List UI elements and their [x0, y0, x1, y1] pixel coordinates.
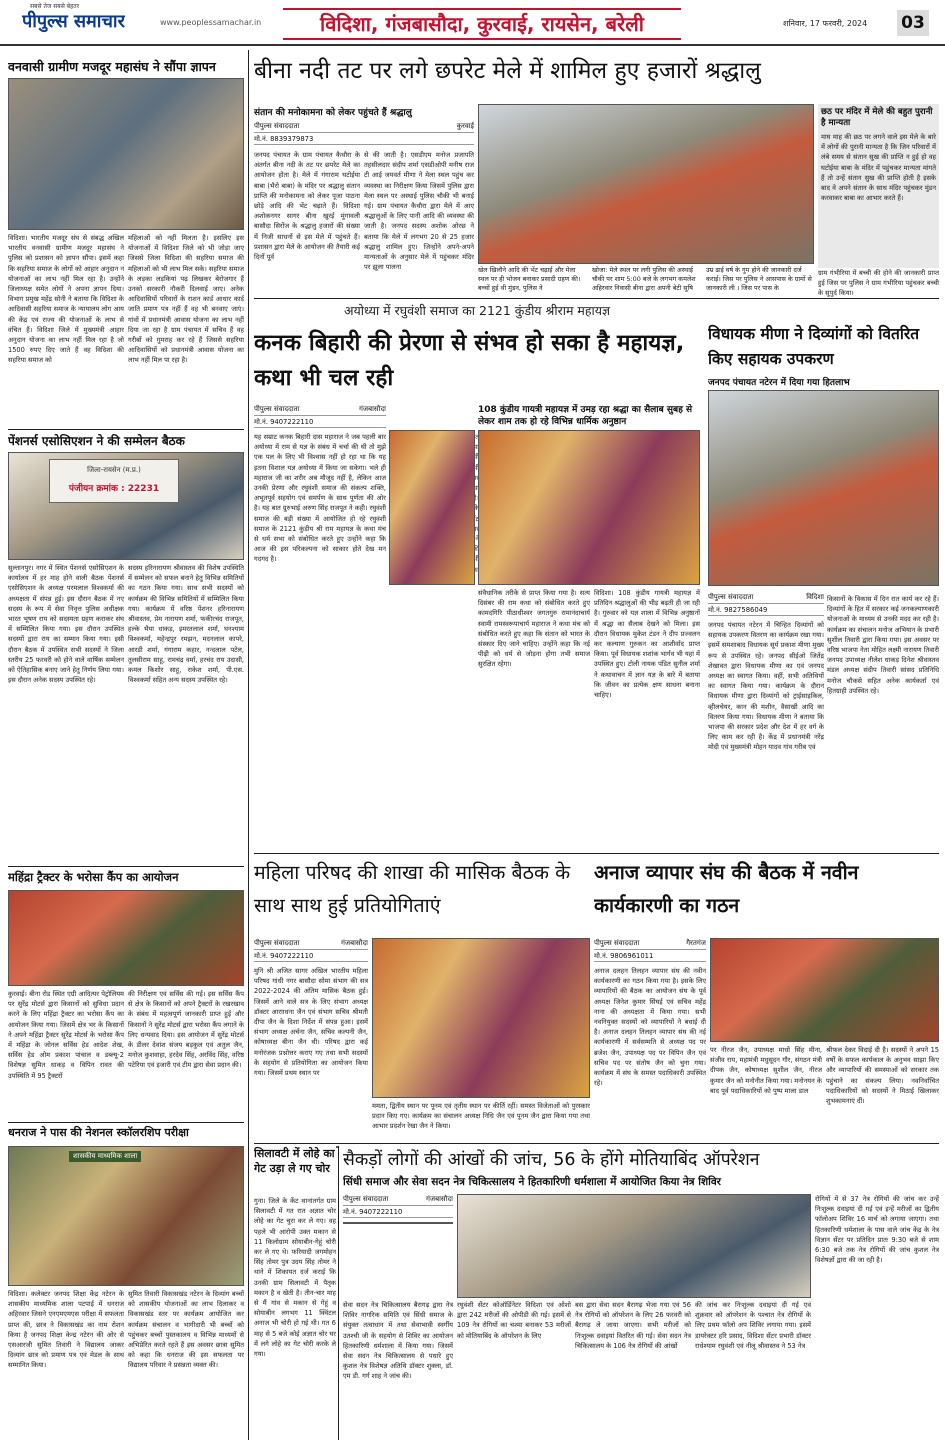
- story-scholarship-headline: धनराज ने पास की नेशनल स्कॉलरशिप परीक्षा: [8, 1126, 189, 1139]
- anaj-photo: [710, 938, 939, 1042]
- story-mahindra-headline: महिंद्रा ट्रैक्टर के भरोसा कैंप का आयोजन: [8, 870, 179, 884]
- mobile: मो.नं. 9407222110: [254, 951, 368, 962]
- vidhayak-photo: [708, 390, 939, 586]
- place: गंजबासौदा: [340, 939, 368, 947]
- column-rule: [248, 50, 249, 1440]
- reporter: पीपुल्स संवाददाता: [254, 122, 300, 130]
- place: गंजबासौदा: [358, 405, 386, 413]
- mobile: मो.नं. 9407222110: [254, 417, 386, 428]
- story-scholarship-col1: विदिशा। कलेक्टर जनपद शिक्षा केंद्र नटेरन के शासकीय माध्यमिक शाला पटपाई में धनराज अहिरवार जिसने एनएमएमएस परीक्षा में सफलता प्राप्त की, छात्र ने विकासखंड का नाम रोशन किया है जनपद शिक्षा केन्द्र नटेरन की ओर से एसआरजी सुमित तिवारी ने विद्यालय जाकर दिव्यांग छात्र को प्रमाण पत्र एवं मेडल के साथ सम्मानित किया।: [8, 1290, 124, 1370]
- story-pensioners-col1: सुल्तानपुर। नगर में स्थित पेंशनर्स एसोसिएशन के कार्यालय में हर माह होने वाली बैठक पेंशनर्स एसोसिएशन के अध्यक्ष परमलाल विश्वकर्मा की अध्यक्षता में संपन्न हुई। इस दौरान बैठक में नए सदस्य के रूप में सेवा निवृत्त पुलिस अधीक्षक भारत भूषण राय को सदस्यता ग्रहण कराकर संघ में सम्मिलित किया गया। इस दौरान उपस्थित सदस्यों द्वारा राय का सम्मान किया गया। इसी दौरान बैठक में उपस्थित सभी सदस्यों ने जिला स्तरीय 25 फरवरी को होने वाले वार्षिक सम्मेलन को ऐतिहासिक बनाए जाने हेतु निर्णय लिया गया। इस दौरान अनेक सदस्य उपस्थित रहे।: [8, 564, 124, 685]
- story-vanvasi-col1: विदिशा। भारतीय मजदूर संघ से संबद्ध अखिल भारतीय वनवासी ग्रामीण मजदूर महासंघ ने पुलिस को प्रशासन को ज्ञापन सौंपा। इसमें कहा कि सहरिया समाज के लोगों को आहार अनुदान न योजनाओं का लाभ नहीं मिल रहा है। उन्होंने जिलाध्यक्ष समेत लोगों ने अपना ज्ञापन दिया। विभाग प्रमुख महेंद्र सोनी ने बताया कि विदिशा के आदिवासी सहरिया समाज के न्यायालय लोग आय की केंद्र एवं राज्य की योजनाओं के लाभ से वंचित हैं। विदिशा जिले में मुख्यमंत्री आहार अनुदान योजना का लाभ नहीं मिल रहा है जो 1500 रुपए दिए जाते हैं वह विदिशा की सहरिया समाज को: [8, 234, 124, 365]
- yagya-col1: यह सम्राट कनक बिहारी दास महाराज ने जब पहली बार अयोध्या में राम से यज्ञ के संबंध में चर्चा की थी तो मुझे एक पल के लिए भी विश्वास नहीं हो रहा था कि यह इतना विशाल यज्ञ अयोध्या में किया जा सकेगा। भले ही महाराज जी का शरीर अब मौजूद नहीं है, लेकिन आज उनकी प्रेरणा और रघुवंशी समाज की संकल्प शक्ति, अभूतपूर्व सहयोग एवं समर्पण के साथ पूर्णता की ओर है। यह बात ग्रुरुभाई अरुण सिंह राजपूत ने कही। रघुवंशी समाज की बड़ी संख्या में आयोजित हो रहे रघुवंशी समाज के 2121 कुंडीय श्री राम महायज्ञ के कथा मंच से धर्म सभा को संबोधित करते हुए उन्होंने कहा कि आज की इस परिकल्पना को साकार होते देख मन गदगद है।: [254, 433, 386, 564]
- vidhayak-col1: जनपद पंचायत नटेरन में चिन्हित दिव्यांगों को सहायक उपकरण वितरण का कार्यक्रम रखा गया। इसमें समशाबाद विधायक सूर्य प्रकाश मीणा मुख्य रूप से उपस्थित रहे। जनपद सीईओ जितेंद्र शेखावत द्वारा विधायक मीणा का एवं जनपद अध्यक्ष का स्वागत किया। वहीं, सभी अतिथियों का स्वागत किया गया। कार्यक्रम के दौरान विधायक मीणा द्वारा दिव्यांगों को ट्राईसाइकिल, व्हीलचेयर, कान की मशीन, वैसाखी आदि का वितरण किया गया। विधायक मीणा ने बताया कि भाजपा की सरकार प्रदेश और देश में हर वर्ग के लिए काम कर रही है। केंद्र में प्रधानमंत्री नरेंद्र मोदी एवं मुख्यमंत्री मोहन यादव गांव गरीब एवं: [708, 621, 824, 752]
- lead-photo-caption3: उम्र ढाई वर्ष के गुम होने की जानकारी दर्ज कराई। जिस पर पुलिस ने आसपास के ग्रामों से जानकारी ली । जिस पर पास के: [706, 266, 812, 292]
- region-banner: [283, 8, 681, 40]
- lead-photo-caption1: खेल खिलौने आदि की भेंट चढ़ाई और मेला स्थल पर ही भोजन बनाकर प्रसादी ग्रहण की। बच्चों हुई थी मुंडन, पुलिस ने: [478, 266, 581, 292]
- anaj-col3: श्रीफल देकर विदाई दी है। सदस्यों ने अपने 15 वर्षों के सफल कार्यकाल के अनुभव साझा किए और व्यापारियों की समस्याओं को सरकार तक पहुंचाने का संकल्प लिया। नवनिर्वाचित पदाधिकारियों को सदस्यों ने मिठाई खिलाकर शुभकामनाएं दीं।: [826, 1046, 939, 1106]
- aankh-col2: रघुवंशी सेंटर कोऑर्डिनेटर विदिशा एवं ओशो द्वारा 242 मरीजों की ओपीडी की गई। इसमें से 109 नेत्र रोगियों का चश्मा बनाकर 53 मरीजों को मोतियाबिंद के ऑपरेशन के लिए: [457, 1301, 571, 1340]
- divider: [8, 429, 244, 430]
- reporter: पीपुल्स संवाददाता: [254, 939, 300, 947]
- yagya-kicker: अयोध्या में रघुवंशी समाज का 2121 कुंडीय श्रीराम महायज्ञ: [343, 303, 611, 318]
- yagya-photo-head: 108 कुंडीय गायत्री महायज्ञ में उमड़ रहा श्रद्धा का सैलाब सुबह से लेकर शाम तक हो रहे विभिन्न धार्मिक अनुष्ठान: [478, 405, 693, 427]
- story-pensioners-col2: सदस्य हरिनारायण श्रीवास्तव की विशेष उपस्थिति में सम्मेलन को सफल बनाने हेतु विभिन्न समितियों का गठन किया गया। साथ सभी सदस्यों को कार्यक्रम की विभिन्न समितियों में सम्मिलित किया गया। कार्यक्रम में वरिष्ठ पेंशनर हरिनारायण श्रीवास्तव, प्रेम नारायण शर्मा, फकीरचंद राजपूत, हल्के भैया धाकड़, इमरतलाल शर्मा, घनश्याम विश्वकर्मा, महेन्द्रपुर रमझन, मदनलाल कापरे, आरडी शर्मा, गंगाराम कहार, नन्दलाल पटेल, तुलसीराम साहू, रामचंद्र वर्मा, हरचंद राय उदासी, कमल किशोर साहू, राकेश शर्मा, पी.एस. विश्वकर्मा सहित अन्य सदस्य उपस्थित रहे।: [128, 564, 244, 685]
- aankh-col3: बस द्वारा सेवा सदन बैरागढ़ भेजा गया एवं 56 नेत्र रोगियों को ऑपरेशन के लिए 26 फरवरी को बैरागढ़ ले जाया जाएगा। सभी मरीजों को निःशुल्क दवाइयां वितरित की गई। सेवा सदन नेत्र चिकित्सालय के 106 नेत्र रोगियों की आंखों: [575, 1301, 691, 1350]
- date: शनिवार, 17 फरवरी, 2024: [783, 19, 868, 28]
- story-vanvasi-photo: [8, 78, 244, 230]
- yagya-col4: विदिशा। 108 कुंडीय गायत्री महायज्ञ में प्रतिदिन श्रद्धालुओं की भीड़ बढ़ती ही जा रही है। गुरुवार को यज्ञ शाला में विभिन्न अनुष्ठानों में श्रद्धा का सैलाब देखने को मिला। इस दौरान विधायक मुकेश टंडन ने दीप प्रज्वलन कर कल्याण गुरुकन का आशीर्वाद प्राप्त किया। पूर्व विधायक शशांक भार्गव भी यहां में उपस्थित हुए। टोली नायक पंडित सुनील शर्मा ने कथावाचन में ज्ञान यज्ञ के बारे में बताया कि जीवन का प्रत्येक क्षण साधना बनाना चाहिए।: [594, 589, 700, 700]
- tagline: सबसे तेज सबसे बेहतर: [30, 3, 80, 10]
- place: विदिशा: [806, 593, 824, 601]
- divider: [254, 853, 939, 854]
- mahila-col1: मुनि श्री अजित सागर अखिल भारतीय महिला परिषद गांधी नगर बासौदा सोमा संभाग की सत्र 2022-2024 की अंतिम मासिक बैठक हुई। जिसमें आने वाले सत्र के लिए संभाग अध्यक्ष डॉक्टर आरााधना जैन एवं संभाग सचिव श्रीमती दीपा जैन के दिशा निर्देश में संपन्न हुआ। इसमें संभाग अध्यक्ष अर्चना जैन, सचिव कल्पनी जैन, कोषाध्यक्ष बीना जैन थी। परिषद द्वारा कई मनोरंजक प्रश्नोत्तर कराए गए तथा सभी सदस्यों के सहयोग से प्रतियोगिता का आयोजन किया गया। जिसमें प्रथम स्थान पर: [254, 967, 368, 1078]
- lead-photo-caption2: खोजा: मेले स्थल पर लगी पुलिस की अस्थाई चौकी पर शाम 5:00 बजे के लगभग कमलेश अहिरवार निवासी बीना द्वारा अपनी बेटी सुषि: [592, 266, 696, 292]
- yagya-byline: [254, 404, 386, 431]
- banner-sub: पंजीयन क्रमांक : 22231: [68, 484, 160, 494]
- place: गैरतगंज: [686, 939, 706, 947]
- story-pensioners-headline: पेंशनर्स एसोसिएशन ने की सम्मेलन बैठक: [8, 434, 185, 448]
- column-rule: [338, 1146, 339, 1440]
- mobile: मो.नं. 8839379873: [254, 134, 474, 145]
- mobile: मो.नं. 9407222110: [343, 1207, 453, 1218]
- reporter: पीपुल्स संवाददाता: [594, 939, 640, 947]
- banner-text: जिला-रायसेन (म.प्र.): [87, 466, 141, 474]
- story-mahindra-photo: [8, 890, 244, 986]
- aankh-col1: सेवा सदन नेत्र चिकित्सालय बैरागढ़ द्वारा नेत्र शिविर नागरिक समिति एवं सिंधी समाज के संयुक्त तत्वाधान में तथा सेवाभावी स्वर्गीय उतश्ची जी के सहयोग से शिविर का आयोजन हितकारिणी धर्मशाला में किया गया। जिसमें सेवा सदन नेत्र चिकित्सालय से पधारे हुए कुशल नेत्र विशेषज्ञ अतिथि डॉक्टर शुक्ला, डॉ. एम डी. गर्ग शाह ने जांच की।: [343, 1301, 453, 1381]
- mahila-photo: [372, 938, 590, 1098]
- anaj-col2: पर नीरज जैन, उपाध्यक्ष माधो सिंह मीना, संजीव राय, महामंत्री मधुसूदन गौर, संगठन मंत्री दीपक जैन, कोषाध्यक्ष सुशील जैन, नीरज कुमार जैन को मनोनीत किया गया। मनोनयन के बाद पूर्व पदाधिकारियों को पुष्प माला डाल: [710, 1046, 822, 1095]
- vidhayak-byline: [708, 592, 824, 619]
- aankh-photo: [343, 1222, 453, 1224]
- anaj-headline: अनाज व्यापार संघ की बैठक में नवीन कार्यकारणी का गठन: [594, 861, 859, 917]
- aankh-col5: रोगियों में से 37 नेत्र रोगियों की जांच कर उन्हें निःशुल्क दवाइयां दी गई एवं इन्हें मरीजों का द्वितीय फॉलोअप शिविर 16 मार्च को लगाया जाएगा। तथा हितकारिणी धर्मशाला के पास वाले जांच केंद्र के नेत्र विज्ञान सेंटर पर प्रतिदिन प्रातः 9:30 बजे से शाम 6:30 बजे तक नेत्र रोगियों की जांच कुशल नेत्र विशेषज्ञों द्वारा की जा रही है।: [815, 1195, 939, 1265]
- sidebar-head: छठ पर मंदिर में मेले की बहुत पुरानी है मान्यता: [821, 107, 933, 128]
- vidhayak-subhead: जनपद पंचायत नटेरन में दिया गया हितलाभ: [708, 378, 850, 388]
- lead-photo: [478, 104, 814, 264]
- lead-subhead: संतान की मनोकामना को लेकर पहुंचते हैं श्रद्धालु: [254, 108, 412, 118]
- anaj-col1: अनाज दलहन तिलहन व्यापार संघ की नवीन कार्यकारणी का गठन किया गया है। इसके लिए व्यापारियों की बैठक का आयोजन संघ के पूर्व अध्यक्ष जिनेश कुमार सिंघई एवं सचिव महेंद्र नाना की अध्यक्षता में किया गया। सभी नवनियुक्त सदस्यों को व्यापारियों ने बधाई दी है। अनाज दलहन तिलहन व्यापार संघ की नई कार्यकारणी में सर्वसम्मति से अध्यक्ष पद पर ब्रजेश जैन, उपाध्यक्ष पद पर विपिन जैन एवं सचिव पद पर संतोष जैन को चुना गया। कार्यक्रम में संघ के समस्त पदाधिकारी उपस्थित रहे।: [594, 967, 706, 1088]
- banner-sign: [49, 459, 179, 503]
- lohe-col1: गुना। जिले के केंट थानांतर्गत ग्राम सिलावटी में गत रात अज्ञात चोर लोहे का गेट चुरा कर ले गए। वह पहले भी आरोपी उक्त मकान से 11 किलोग्राम सोयाबीन-गेहूं चोरी कर ले गए थे। फरियादी जगमोहन सिंह तोमर पुत्र उदय सिंह तोमर ने थाने में शिकायत दर्ज कराई कि उनकी ग्राम सिलावटी में पैतृक मकान है व खेती है। तीन-चार माह से मैं गांव से मकान से गेहूं व सोयाबीन लगभग 11 क्विंटल अनाज भी चोरी हो गई थी। गत 6 माह से 5 बजे कोई अज्ञात चोर घर में लगे लोहे का गेट चोरी करके ले गया।: [254, 1197, 336, 1359]
- mahila-byline: [254, 938, 368, 965]
- mahila-col2: ममता, द्वितीय स्थान पर पूनम एवं तृतीय स्थान पर कीर्ति रहीं। समस्त विजेताओं को पुरस्कार प्रदान किए गए। कार्यक्रम का संचालन अध्यक्ष निधि जैन एवं पूनम जैन द्वारा किया गया तथा आभार प्रदर्शन रेखा जैन ने किया।: [372, 1102, 590, 1131]
- lohe-headline: सिलावटी में लोहे का गेट उड़ा ले गए चोर: [254, 1147, 335, 1175]
- divider: [8, 1122, 244, 1123]
- lead-sidebar-text2: ग्राम गंभीरिया में बच्ची की होने की जानकारी प्राप्त हुई जिस पर पुलिस ने ग्राम गंभीरिया पहुंचकर बच्ची के सुपुर्द किया।: [818, 269, 939, 298]
- reporter: पीपुल्स संवाददाता: [254, 405, 300, 413]
- divider: [254, 1143, 939, 1144]
- yagya-photo-2: [478, 430, 700, 585]
- website[interactable]: www.peoplessamachar.in: [160, 18, 262, 27]
- vidhayak-headline: विधायक मीणा ने दिव्यांगों को वितरित किए सहायक उपकरण: [708, 325, 920, 368]
- masthead: [0, 0, 945, 46]
- divider: [8, 866, 244, 867]
- lead-col1: जनपद पंचायत के ग्राम पंचायत कैथौरा के अंतर्गत बीना नदी के तट पर छपरेट मेले का आयोजन होता है। मेले में गंगाराम घटोईया बाबा (भैरो बाबा) के मंदिर पर श्रद्धालु संतान प्राप्ति की मनोकामना को लेकर पूजा पाठना छोड़े आदि की भेंट चढ़ाते हैं। विदिशा अशोकनगर सागर बीना खुरई मुंगावली बासौदा सिरोंज के श्रद्धालु हजारों की संख्या में निजी साधनों से इस मेले में पहुंचते हैं। प्रशासन द्वारा मेले के आयोजन की तैयारी कई दिनों पूर्व: [254, 151, 360, 262]
- yagya-col2: के भेंट की का: [471, 504, 479, 574]
- sidebar-text: माघ माह की छठ पर लगने वाले इस मेले के बारे में लोगों की पुरानी मान्यता है कि जिन परिवारों में लंबे समय से संतान सुख की प्राप्ति न हुई हो वह घटोईया बाबा के मंदिर में पहुंचकर मान्यता मांगते हैं तो उन्हें संतान सुख की प्राप्ति होती है इसके बाद वे अपने संतान के साथ मंदिर पहुंचकर मुंडन करवाकर बाबा का आभार करते हैं।: [821, 133, 936, 203]
- story-vanvasi-headline: वनवासी ग्रामीण मजदूर महासंघ ने सौंपा ज्ञापन: [8, 59, 216, 74]
- lead-sidebar: [818, 104, 939, 268]
- divider: [254, 298, 939, 299]
- mahila-headline: महिला परिषद की शाखा की मासिक बैठक के साथ साथ हुई प्रतियोगिताएं: [254, 861, 571, 917]
- reporter: पीपुल्स संवाददाता: [343, 1195, 389, 1203]
- school-sign: शासकीय माध्यमिक शाला: [69, 1151, 141, 1162]
- anaj-byline: [594, 938, 706, 965]
- logo: पीपुल्स समाचार: [22, 11, 125, 32]
- yagya-photo-1: [389, 430, 475, 585]
- story-scholarship-photo: [8, 1146, 244, 1286]
- story-mahindra-col2: की निरीक्षण एवं सर्विस की गई। इस सर्विस कैंप से क्षेत्र के किसानों को अपने ट्रैक्टरों के रखरखाव के संबंध में महत्वपूर्ण जानकारी प्राप्त हुई और किसानों ने सुरेंद्र मोटर्स द्वारा भरोसा कैंप लगाने के लिए धन्यवाद दिया। इस आयोजन में सुरेंद्र मोटर्स के डीलर देवांश संजय बड़कुल एवं अतुल जैन, मनोज कुशवाहा, हरदेव सिंह, अरविंद सिंह, वरिष्ठ पटेरिया एवं इजारी एवं टीम द्वारा सेवा प्रदान की।: [128, 990, 244, 1070]
- aankh-photo-main: [457, 1194, 811, 1298]
- aankh-col4: की जांच कर निःशुल्क दवाइयां दी गई एवं शुक्रवार को ऑपरेशन के पश्चात नेत्र रोगियों के लिए प्रथम फॉलो अप शिविर लगाया गया। इसमें डायरेक्टर हरि प्रसाद, विदिशा सेंटर प्रभारी डॉक्टर राधेश्याम रघुवंशी एवं नीलू श्रीवास्तव ने 53 नेत्र: [695, 1301, 811, 1350]
- lead-headline: बीना नदी तट पर लगे छपरेट मेले में शामिल हुए हजारों श्रद्धालु: [254, 58, 761, 84]
- place: कुरवाई: [456, 122, 474, 130]
- reporter: पीपुल्स संवाददाता: [708, 593, 754, 601]
- place: गंजबासौदा: [425, 1195, 453, 1203]
- story-mahindra-col1: कुरवाई। बीना रोड स्थित एग्री आदित्यर पेट्रोलियम पर सुरेंद्र मोटर्स द्वारा किसानों को सुविधा प्रदान करने के लिए महिंद्रा ट्रैक्टर का भरोसा कैंप का आयोजन किया गया। जिसमें क्षेत्र भर के किसानों ने अपने महिंद्रा ट्रैक्टर सुरेंद्र मोटर्स के भरोसा कैंप में महिंद्रा के जोनल सर्विस हेड आदेश शेख, सर्विस हेड ओम प्रकाश पांचाल व डब्ल्यू-2 विशेषज्ञ सुमित धाकड़ व विपिन रावत की उपस्थिति में 95 ट्रैक्टरों: [8, 990, 124, 1080]
- yagya-headline: कनक बिहारी की प्रेरणा से संभव हो सका है महायज्ञ, कथा भी चल रही: [254, 330, 685, 391]
- region-title: विदिशा, गंजबासौदा, कुरवाई, रायसेन, बरेली: [320, 12, 644, 36]
- story-scholarship-col2: सुमित तिवारी विकासखंड नटेरन के दिव्यांग बच्चों को शासकीय योजनाओं का लाभ दिलाकर व विकासखंड स्तर पर कार्यक्रम आयोजित कर कार्यक्रम संचालन व भागीदारी भी बच्चों को पहुंचकर बच्चों पुस्तकालय व विभिन्न माध्यमों से अभिप्रेरित करते रहते हैं इस अवसर छात्रा सुमित को कहा कि धनराज की इस सफलता पर विद्यालय परिवार ने प्रसन्नता व्यक्त की।: [128, 1290, 244, 1370]
- story-vanvasi-col2: महिलाओं को नहीं मिलता है। इसलिए इस योजनाओं में विदिशा जिले को भी जोड़ा जाए जिससे जिला विदिशा की सहरिया समाज की महिलाओं को भी लाभ मिल सके। सहरिया समाज के लड़का लड़कियां पढ़ लिखकर बेरोजगार हैं उनको सरकारी नौकरी दिलवाई जाए। अनेक आदिवासियों परिवारों के राशन कार्ड आधार कार्ड जाति प्रमाण पत्र नहीं हैं वह भी बनवाए जाएं। गांवों में प्रधानमंत्री आवास योजना का लाभ नहीं दिया जा रहा है ग्राम पंचायत में सचिव हैं वह गरीबों को गुमराह कर रहे हैं जिससे सहरिया आदिवासियों को प्रधानमंत्री आवास योजना का लाभ नहीं मिल पा रहा है।: [128, 234, 244, 365]
- aankh-byline: [343, 1194, 453, 1221]
- page-number: 03: [897, 10, 929, 36]
- vidhayak-col2: किसानों के विकास में दिन रात कार्य कर रहे हैं। दिव्यांगों के हित में सरकार कई जनकल्याणकारी योजनाओं के माध्यम से उनकी मदद कर रही है। कार्यक्रम का संचालन मनोज अभियान के प्रभारी सुशील तिवारी द्वारा किया गया। इस अवसर पर वरिष्ठ भाजपा नेता मोहित लक्ष्मी नारायण तिवारी जनपद उपाध्यक्ष नीलेश धाकड़ दिनेश श्रीवास्तव मंडल अध्यक्ष संदीप तिवारी सांसद प्रतिनिधि मनोज चौकसे सहित अनेक कार्यकर्ता एवं हितग्राही उपस्थित रहे।: [827, 595, 939, 695]
- story-pensioners-photo: [8, 452, 244, 560]
- aankh-subhead: सिंधी समाज और सेवा सदन नेत्र चिकित्सालय ने हितकारिणी धर्मशाला में आयोजित किया नेत्र शिविर: [343, 1176, 721, 1188]
- yagya-photo-caption: संवैधानिक तरीके से प्राप्त किया गया है। सत्य दिसंबर की राम कथा को संबोधित करते हुए कामदगिरि पीठाधीश्वर जगतगुरु रामानंदाचार्य स्वामी रामस्वरूपाचार्य महाराज ने कथा मंच को संबोधित करते हुए कहा कि संतान को भारत के संस्कार दिए जाने चाहिए। उन्होंने कहा कि नई पीढ़ी को धर्म से जोड़ना होगा तभी समाज सुरक्षित रहेगा।: [478, 589, 590, 669]
- mobile: मो.नं. 9827586049: [708, 605, 824, 616]
- lead-col2: से की जाती है। एसडीएम मनोज प्रजापति तहसीलदार संदीप शर्मा एसडीओपी मनीष राज टी आई जयवर्त मीणा ने मेला स्थल पहुंच कर व्यवस्था का निरीक्षण किया जिसमें पुलिस द्वारा मेला स्थल पर अस्थाई पुलिस चौकी भी बनाई गई। ग्राम पंचायत कैथौरा द्वारा मेले में आए श्रद्धालुओं के लिए पानी आदि की व्यवस्था की जाती है। जनपद सदस्य अशोक ओरछ ने बताया कि मेले में लगभग 20 से 25 हजार श्रद्धालु शामिल हुए। जिन्होंने अपने-अपने मान्यताओं के अनुसार मेले में पहुंचकर मंदिर पर झूला पालना: [364, 151, 474, 272]
- aankh-headline: सैकड़ों लोगों की आंखों की जांच, 56 के होंगे मोतियाबिंद ऑपरेशन: [343, 1150, 760, 1170]
- lead-byline: [254, 121, 474, 148]
- mobile: मो.नं. 9806961011: [594, 951, 706, 962]
